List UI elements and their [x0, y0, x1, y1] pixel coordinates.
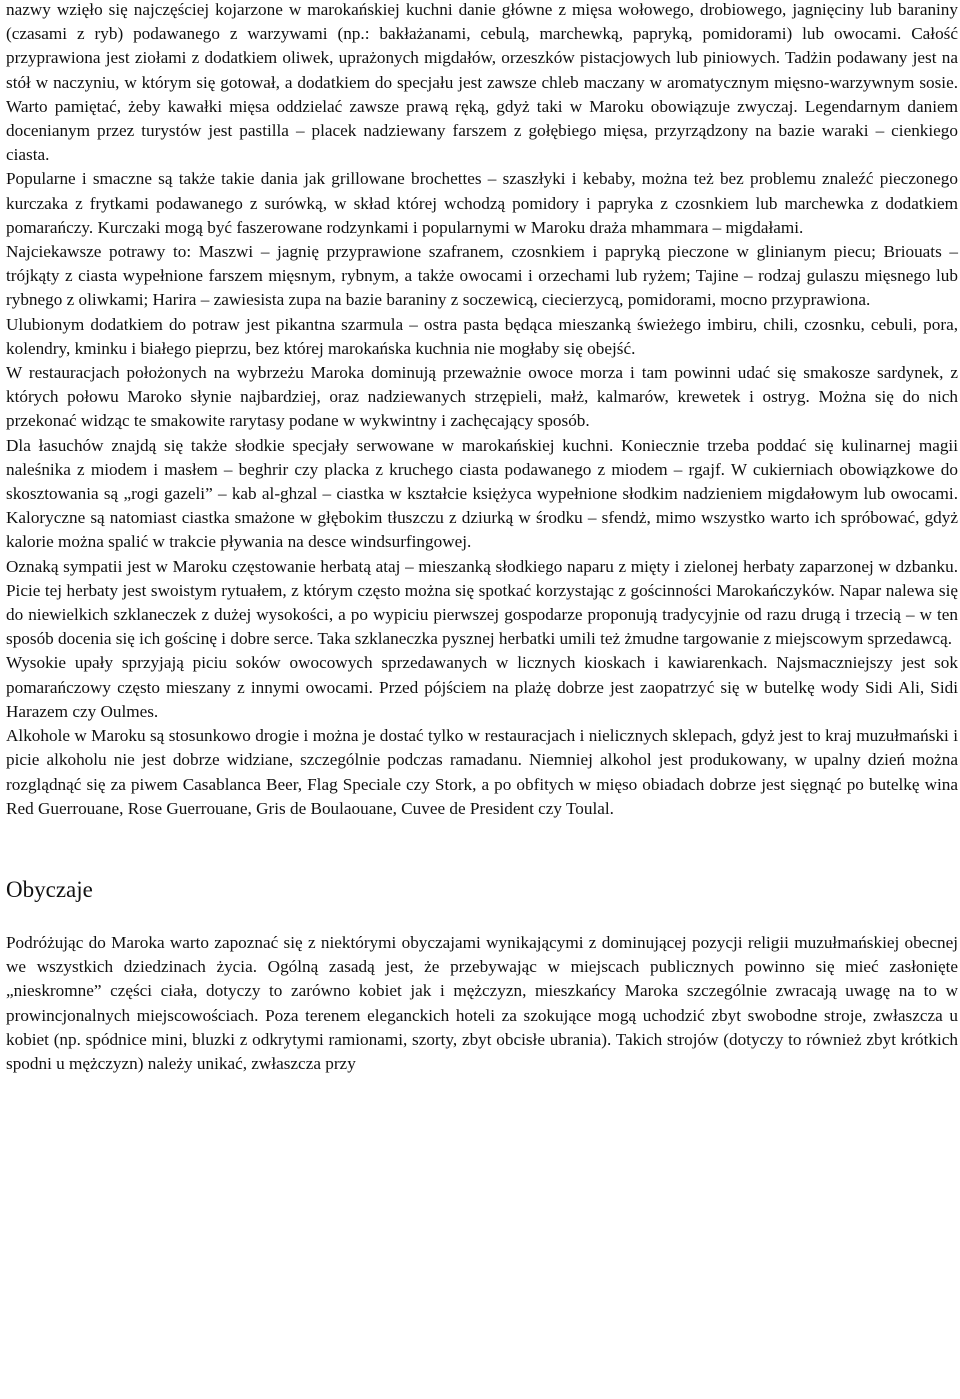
paragraph-sharmoula: Ulubionym dodatkiem do potraw jest pikantna szarmula – ostra pasta będąca mieszanką świeżego imbiru, chili, czosnku, cebuli, pora, kolendry, kminku i białego pieprzu, bez której marokańska kuchnia nie mogłaby się obejść.	[6, 314, 958, 358]
paragraph-juices: Wysokie upały sprzyjają piciu soków owocowych sprzedawanych w licznych kioskach i kawiarenkach. Najsmaczniejszy jest sok pomarańczowy często mieszany z innymi owocami. Przed pójściem na plażę dobrze jest zaopatrzyć się w butelkę wody Sidi Ali, Sidi Harazem czy Oulmes.	[6, 653, 958, 721]
paragraph-dishes: Najciekawsze potrawy to: Maszwi – jagnię przyprawione szafranem, czosnkiem i papryką pieczone w glinianym piecu; Briouats – trójkąty z ciasta wypełnione farszem mięsnym, rybnym, a także owocami i orzechami lub ryżem; Tajine – rodzaj gulaszu mięsnego lub rybnego z oliwkami; Harira – zawiesista zupa na bazie baraniny z soczewicą, ciecierzycą, pomidorami, mocno przyprawiona.	[6, 242, 958, 310]
paragraph-tea: Oznaką sympatii jest w Maroku częstowanie herbatą ataj – mieszanką słodkiego naparu z mięty i zielonej herbaty zaparzonej w dzbanku. Picie tej herbaty jest swoistym rytuałem, z którym często można się spotkać korzystając z gościnności Marokańczyków. Napar nalewa się do niewielkich szklaneczek z dużej wysokości, a po wypiciu pierwszej gospodarze proponują tradycyjnie od razu drugą i trzecią – w ten sposób docenia się ich gościnę i dobre serce. Taka szklaneczka pysznej herbatki umili też żmudne targowanie z miejscowym sprzedawcą.	[6, 556, 958, 649]
paragraph-brochettes: Popularne i smaczne są także takie dania jak grillowane brochettes – szaszłyki i kebaby, można też bez problemu znaleźć pieczonego kurczaka z frytkami podawanego z surówką, w skład której wchodzą pomidory i papryka z czosnkiem lub marchewka z dodatkiem pomarańczy. Kurczaki mogą być faszerowane rodzynkami i popularnymi w Maroku drażа mhammara – migdałami.	[6, 169, 958, 237]
paragraph-sweets: Dla łasuchów znajdą się także słodkie specjały serwowane w marokańskiej kuchni. Koniecznie trzeba poddać się kulinarnej magii naleśnika z miodem i masłem – beghrir czy placka z kruchego ciasta podawanego z miodem – rgajf. W cukierniach obowiązkowe do skosztowania są „rogi gazeli” – kab al-ghzal – ciastka w kształcie księżyca wypełnione słodkim nadzieniem migdałowym lub owocami. Kaloryczne są natomiast ciastka smażone w głębokim tłuszczu z dziurką w środku – sfendż, mimo wszystko warto ich spróbować, gdyż kalorie można spalić w trakcie pływania na desce windsurfingowej.	[6, 435, 958, 552]
paragraph-tagine: nazwy wzięło się najczęściej kojarzone w marokańskiej kuchni danie główne z mięsa wołowego, drobiowego, jagnięciny lub baraniny (czasami z ryb) podawanego z warzywami (np.: bakłażanami, cebulą, marchewką, papryką, pomidorami) lub owocami. Całość przyprawiona jest ziołami z dodatkiem oliwek, uprażonych migdałów, orzeszków pistacjowych lub piniowych. Tadżin podawany jest na stół w naczyniu, w którym się gotował, a dodatkiem do specjału jest zawsze chleb maczany w aromatycznym mięsno-warzywnym sosie. Warto pamiętać, żeby kawałki mięsa oddzielać zawsze prawą ręką, gdyż taki w Maroku obowiązuje zwyczaj. Legendarnym daniem docenianym przez turystów jest pastilla – placek nadziewany farszem z gołębiego mięsa, przyrządzony na bazie waraki – cienkiego ciasta.	[6, 0, 958, 165]
section-heading: Obyczaje	[6, 876, 93, 902]
paragraph-seafood: W restauracjach położonych na wybrzeżu Maroka dominują przeważnie owoce morza i tam powinni udać się smakosze sardynek, z których połowu Maroko słynie najbardziej, oraz nadziewanych strzępieli, małż, kalmarów, krewetek i ostryg. Można się do nich przekonać widząc te smakowite rarytasy podane w wykwintny i zachęcający sposób.	[6, 363, 958, 431]
paragraph-customs: Podróżując do Maroka warto zapoznać się z niektórymi obyczajami wynikającymi z dominującej pozycji religii muzułmańskiej obecnej we wszystkich dziedzinach życia. Ogólną zasadą jest, że przebywając w miejscach publicznych powinno się mieć zasłonięte „nieskromne” części ciała, dotyczy to zarówno kobiet jak i mężczyzn, mieszkańcy Maroka szczególnie zwracają uwagę na to w prowincjonalnych miejscowościach. Poza terenem eleganckich hoteli za szokujące mogą uchodzić zbyt swobodne stroje, zwłaszcza u kobiet (np. spódnice mini, bluzki z odkrytymi ramionami, szorty, zbyt obcisłe ubrania). Takich strojów (dotyczy to również zbyt krótkich spodni u mężczyzn) należy unikać, zwłaszcza przy	[6, 932, 958, 1073]
document-page	[6, 0, 958, 1076]
paragraph-alcohol: Alkohole w Maroku są stosunkowo drogie i można je dostać tylko w restauracjach i nielicznych sklepach, gdyż jest to kraj muzułmański i picie alkoholu nie jest dobrze widziane, szczególnie podczas ramadanu. Niemniej alkohol jest produkowany, w upalny dzień można rozglądnąć się za piwem Casablanca Beer, Flag Speciale czy Stork, a po obfitych w mięso obiadach dobrze jest sięgnąć po butelkę wina Red Guerrouane, Rose Guerrouane, Gris de Boulaouane, Cuvee de President czy Toulal.	[6, 726, 958, 818]
